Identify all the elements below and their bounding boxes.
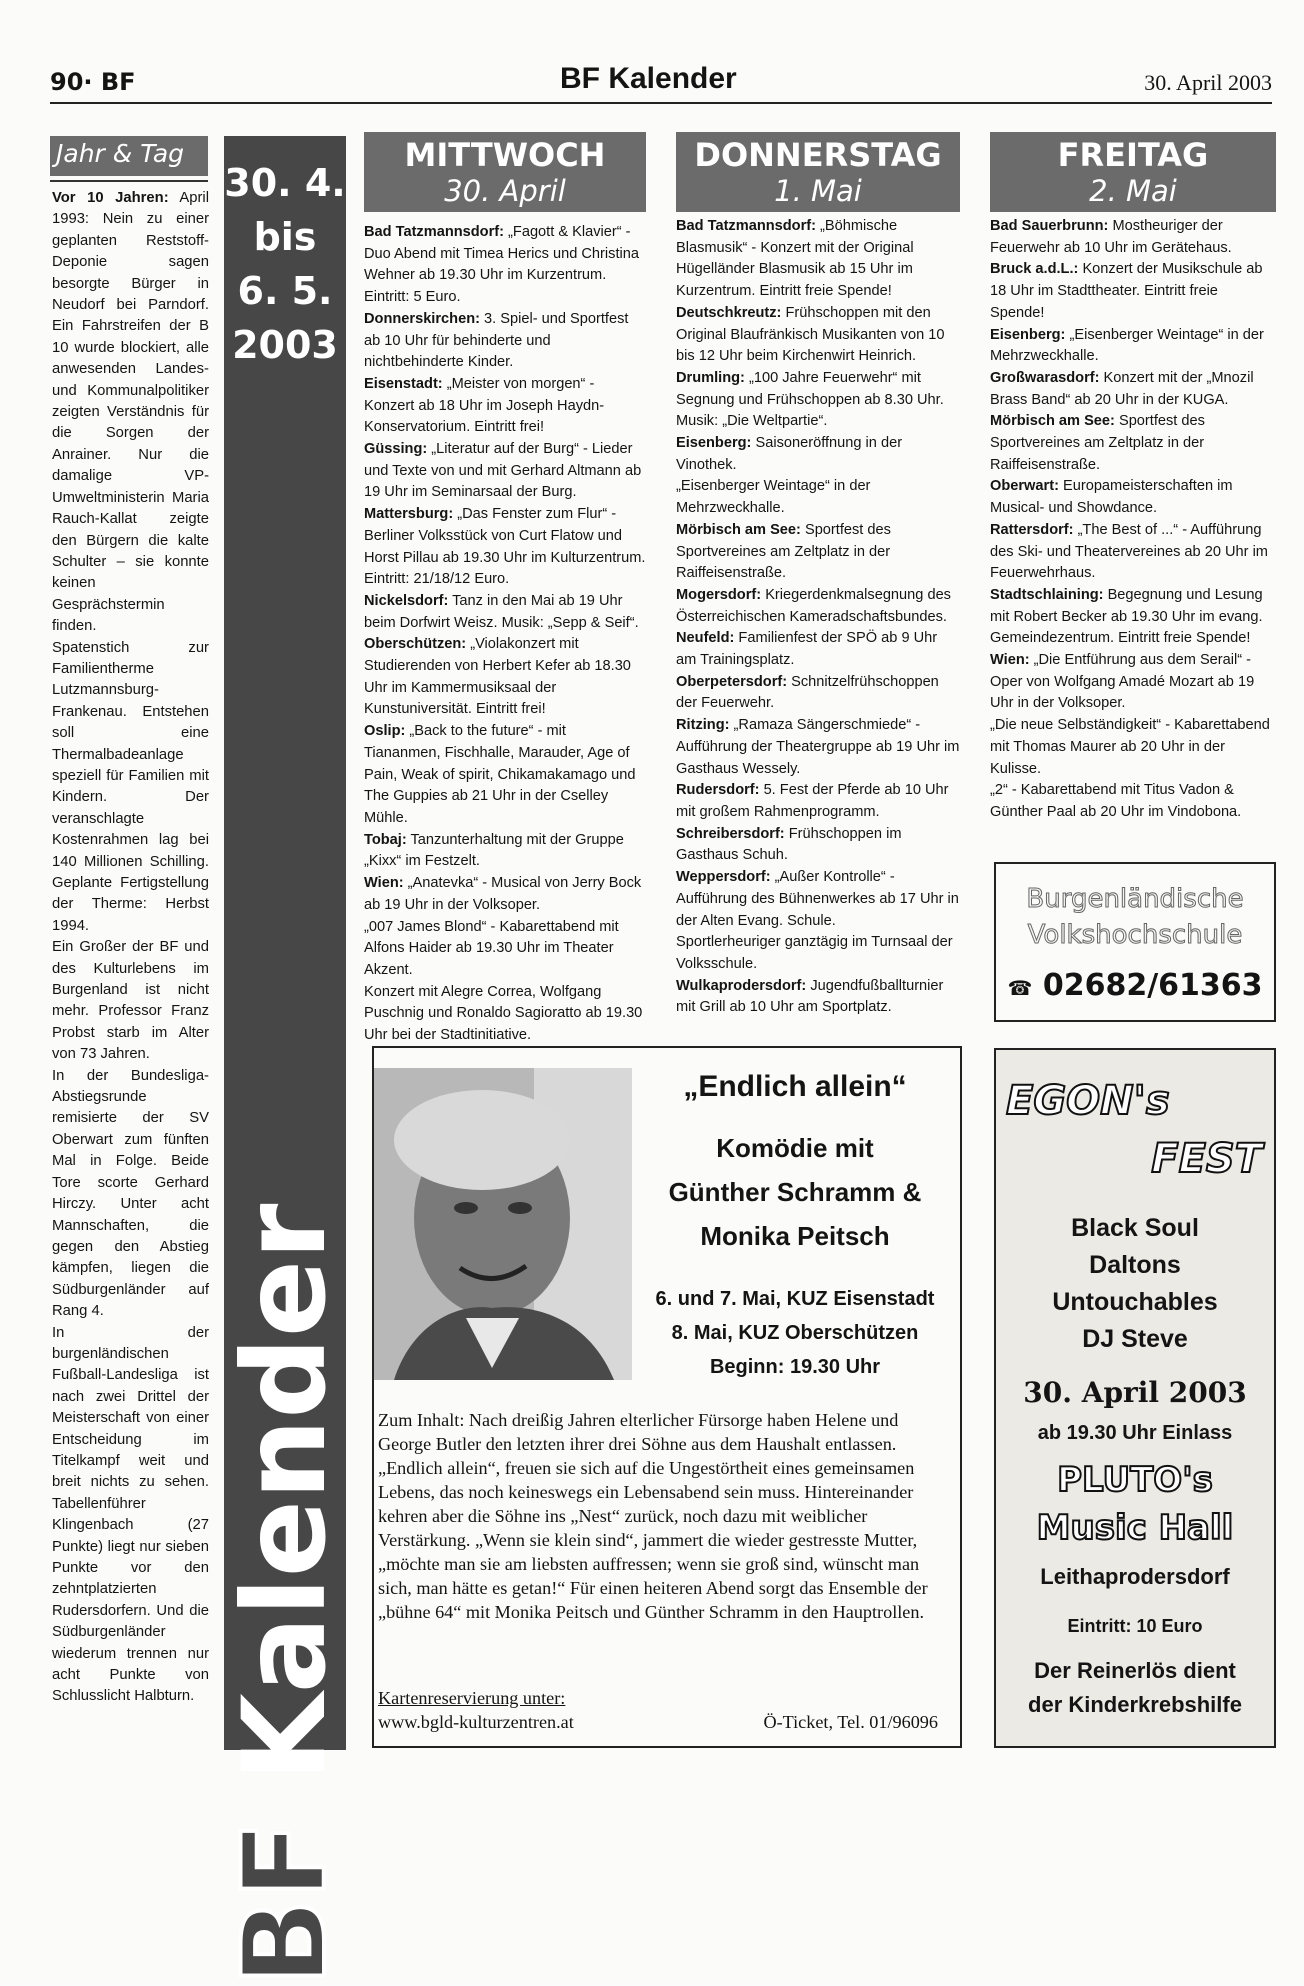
calendar-entry (990, 259, 1276, 324)
calendar-entry (676, 672, 960, 715)
entry-text: Frühschoppen mit den Original Blaufränkisch Musikanten von 10 bis 12 Uhr beim Kirchenwirt Heinrich. (676, 304, 945, 365)
page-header (50, 62, 1272, 104)
calendar-entry (990, 650, 1276, 715)
entry-place: Mattersburg: (364, 506, 454, 523)
entry-place: Wulkaprodersdorf: (676, 977, 807, 994)
band-date-line: 6. 5. (237, 269, 333, 313)
entry-place: Neufeld: (676, 630, 735, 647)
entry-text: „Fagott & Klavier“ - Duo Abend mit Timea Herics und Christina Wehner ab 19.30 Uhr im Kurzentrum. Eintritt: 5 Euro. (364, 224, 639, 306)
event-date: 30. April 2003 (1023, 1376, 1247, 1409)
calendar-entry (364, 634, 646, 721)
calendar-entry (676, 824, 960, 867)
calendar-entry (676, 368, 960, 433)
day-header (364, 132, 646, 212)
entry-text: „007 James Blond“ - Kabarettabend mit Alfons Haider ab 19.30 Uhr im Theater Akzent. (364, 918, 619, 978)
entry-place: Ritzing: (676, 717, 730, 734)
entry-text: Saisoneröffnung in der Vinothek. (676, 435, 903, 473)
volkshochschule-advertisement (994, 862, 1276, 1022)
day-header (990, 132, 1276, 212)
band-date-range (224, 156, 346, 372)
play-advertisement (372, 1046, 962, 1748)
jahr-tag-paragraph (52, 638, 209, 938)
calendar-entry (990, 411, 1276, 476)
egons-title: EGON's (1006, 1078, 1170, 1124)
calendar-entry (676, 780, 960, 823)
band-name: Daltons (1089, 1251, 1181, 1279)
issue-date: 30. April 2003 (1144, 70, 1272, 95)
entry-place: Mogersdorf: (676, 586, 762, 603)
entry-text: „The Best of ...“ - Aufführung des Ski- und Theatervereines ab 20 Uhr im Feuerwehrhaus. (990, 521, 1268, 582)
calendar-entry (990, 368, 1276, 411)
play-date-line: Beginn: 19.30 Uhr (709, 1356, 881, 1378)
entry-text: Jugendfußballturnier mit Grill ab 10 Uhr am Sportplatz. (676, 977, 944, 1016)
vhs-line: Volkshochschule (1027, 920, 1243, 950)
entry-text: „Außer Kontrolle“ - Aufführung des Bühnenwerkes ab 17 Uhr in der Alten Evang. Schule. (676, 869, 959, 929)
venue-place: Leithaprodersdorf (1040, 1564, 1230, 1589)
band-date-line: bis (253, 215, 317, 259)
paragraph-text: Spatenstich zur Familientherme Lutzmannsburg-Frankenau. Entstehen soll eine Thermalbadeanlage speziell für Familien mit Kindern. Der veranschlagte Kostenrahmen lag bei 140 Millionen Schilling. Geplante Fertigstellung der Therme: Herbst 1994. (52, 639, 209, 934)
entry-text: Begegnung und Lesung mit Robert Becker ab 19.30 Uhr im evang. Gemeindezentrum. Eintritt freie Spende! (990, 586, 1263, 647)
vhs-phone (996, 968, 1274, 1003)
entry-place: Oberpetersdorf: (676, 673, 788, 690)
calendar-entry (990, 325, 1276, 368)
entry-place: Donnerskirchen: (364, 310, 480, 327)
entry-place: Weppersdorf: (676, 869, 771, 886)
calendar-entry (676, 715, 960, 780)
calendar-entry (364, 721, 646, 830)
event-time: ab 19.30 Uhr Einlass (1037, 1422, 1233, 1444)
entry-text: „Violakonzert mit Studierenden von Herbert Kefer ab 18.30 Uhr im Kammermusiksaal der Kunstuniversität. Eintritt frei! (364, 636, 631, 718)
day-weekday: FREITAG (1057, 136, 1209, 174)
band-name: Untouchables (1052, 1288, 1218, 1316)
ticket-phone: Ö-Ticket, Tel. 01/96096 (763, 1712, 938, 1732)
entry-text: „Back to the future“ - mit Tiananmen, Fischhalle, Marauder, Age of Pain, Weak of spirit, Chikamakamago und The Guppies ab 21 Uhr in der Cselley Mühle. (364, 723, 636, 826)
calendar-entry (676, 520, 960, 585)
entry-text: „Ramaza Sängerschmiede“ - Aufführung der Theatergruppe ab 19 Uhr im Gasthaus Wessely. (676, 717, 960, 777)
entry-text: 3. Spiel- und Sportfest ab 10 Uhr für behinderte und nichtbehinderte Kinder. (364, 310, 629, 371)
calendar-entry (364, 873, 646, 916)
play-description: Zum Inhalt: Nach dreißig Jahren elterlicher Fürsorge haben Helene und George Butler den letzten ihrer drei Söhne aus dem Haushalt entlassen. „Endlich allein“, freuen sie sich auf die Ungestörtheit eines gemeinsamen Lebens, das noch keineswegs ein Lebensabend sein muss. Hintereinander kehren aber die Söhne ins „Nest“ zurück, noch dazu mit weiblicher Verstärkung. „Wenn sie klein sind“, jammert die wieder gestresste Mutter, „möchte man sie am liebsten auffressen; wenn sie groß sind, wünscht man sich, man hätte es getan!“ Für einen heiteren Abend sorgt das Ensemble der „bühne 64“ mit Monika Peitsch und Günther Schramm in den Hauptrollen. (378, 1410, 928, 1622)
calendar-entry (364, 504, 646, 591)
entry-text: Familienfest der SPÖ ab 9 Uhr am Trainingsplatz. (676, 630, 938, 669)
calendar-entry (364, 830, 646, 873)
entry-place: Wien: (990, 652, 1030, 669)
entry-text: Tanz in den Mai ab 19 Uhr beim Dorfwirt Weisz. Musik: „Sepp & Seif“. (364, 592, 639, 631)
entry-place: Bad Sauerbrunn: (990, 218, 1109, 234)
entry-place: Deutschkreutz: (676, 304, 782, 321)
entry-place: Wien: (364, 875, 404, 892)
entry-text: Europameisterschaften im Musical- und Showdance. (990, 478, 1233, 517)
calendar-entry (364, 309, 646, 374)
page-number: 90· BF (50, 68, 136, 96)
portrait-image (374, 1068, 632, 1380)
calendar-entry (676, 303, 960, 368)
entry-place: Oberschützen: (364, 636, 467, 653)
entry-text: Tanzunterhaltung mit der Gruppe „Kixx“ im Festzelt. (364, 831, 624, 870)
calendar-entry (364, 982, 646, 1047)
entry-place: Schreibersdorf: (676, 825, 785, 842)
entry-text: Konzert mit der „Mnozil Brass Band“ ab 20 Uhr in der KUGA. (990, 369, 1254, 408)
entry-text: „Böhmische Blasmusik“ - Konzert mit der Original Hügelländer Blasmusik ab 15 Uhr im Kurzentrum. Eintritt freie Spende! (676, 218, 914, 300)
entry-text: 5. Fest der Pferde ab 10 Uhr mit großem Rahmenprogramm. (676, 782, 949, 820)
paragraph-lead: Vor 10 Jahren: (52, 190, 169, 206)
entry-text: „Eisenberger Weintage“ in der Mehrzweckhalle. (676, 478, 871, 517)
day-date: 1. Mai (774, 174, 862, 208)
entry-text: Sportlerheuriger ganztägig im Turnsaal der Volksschule. (676, 934, 953, 972)
calendar-entry (676, 585, 960, 628)
play-date-line: 6. und 7. Mai, KUZ Eisenstadt (655, 1288, 935, 1310)
kalender-band (218, 136, 351, 1986)
day-column-mittwoch (364, 132, 646, 1047)
entry-place: Mörbisch am See: (990, 413, 1115, 430)
entry-place: Mörbisch am See: (676, 521, 801, 538)
fest-title: FEST (1151, 1136, 1262, 1182)
day-entries (364, 212, 646, 1047)
day-weekday: MITTWOCH (404, 136, 606, 174)
jahr-tag-paragraph (52, 937, 209, 1065)
entry-text: „Anatevka“ - Musical von Jerry Bock ab 19 Uhr in der Volksoper. (364, 875, 642, 913)
entry-text: Kriegerdenkmalsegnung des Österreichischen Kameradschaftsbundes. (676, 586, 951, 625)
calendar-entry (364, 591, 646, 634)
day-date: 2. Mai (1089, 174, 1177, 208)
phone-icon: ☎ (1007, 976, 1033, 1000)
reservation-label: Kartenreservierung unter: (378, 1688, 566, 1708)
entry-text: Sportfest des Sportvereines am Zeltplatz in der Raiffeisenstraße. (676, 521, 891, 582)
day-date: 30. April (444, 174, 566, 208)
entry-text: Mostheuriger der Feuerwehr ab 10 Uhr im Gerätehaus. (990, 218, 1232, 256)
entry-place: Nickelsdorf: (364, 592, 449, 609)
entry-place: Güssing: (364, 441, 428, 458)
band-name: Black Soul (1071, 1214, 1199, 1242)
calendar-entry (990, 715, 1276, 780)
entry-place: Großwarasdorf: (990, 369, 1100, 386)
calendar-entry (676, 867, 960, 932)
jahr-tag-paragraph (52, 188, 209, 638)
calendar-entry (676, 932, 960, 975)
entry-place: Rudersdorf: (676, 782, 760, 799)
page-title: BF Kalender (560, 62, 737, 95)
entry-place: Stadtschlaining: (990, 586, 1104, 603)
paragraph-text: Ein Großer der BF und des Kulturlebens im Burgenland ist nicht mehr. Professor Franz Probst starb im Alter von 73 Jahren. (52, 939, 209, 1063)
calendar-entry (990, 585, 1276, 650)
calendar-entry (990, 780, 1276, 823)
jahr-tag-body (52, 188, 209, 1708)
day-header (676, 132, 960, 212)
day-column-freitag (990, 132, 1276, 824)
entry-text: „Das Fenster zum Flur“ - Berliner Volksstück von Curt Flatow und Horst Pillau ab 19.30 Uhr im Kulturzentrum. Eintritt: 21/18/12 Euro. (364, 506, 646, 588)
band-list (996, 1210, 1274, 1358)
paragraph-text: In der Bundesliga-Abstiegsrunde remisierte der SV Oberwart zum fünften Mal in Folge. Beide Tore scorte Gerhard Hirczy. Unter acht Mannschaften, die gegen den Abstieg kämpfen, liegen die Südburgenländer auf Rang 4. (52, 1067, 209, 1320)
entry-text: Konzert der Musikschule ab 18 Uhr im Stadttheater. Eintritt freie Spende! (990, 261, 1263, 321)
entry-text: „2“ - Kabarettabend mit Titus Vadon & Günther Paal ab 20 Uhr im Vindobona. (990, 782, 1242, 820)
benefit-line: der Kinderkrebshilfe (1028, 1692, 1242, 1717)
entry-place: Eisenstadt: (364, 375, 443, 392)
band-name: DJ Steve (1082, 1325, 1188, 1353)
entry-text: „Meister von morgen“ - Konzert ab 18 Uhr im Joseph Haydn-Konservatorium. Eintritt frei! (364, 375, 605, 436)
entry-place: Rattersdorf: (990, 521, 1074, 538)
actor-photo (374, 1068, 632, 1380)
vhs-line: Burgenländische (1026, 884, 1244, 914)
calendar-entry (676, 628, 960, 671)
website-link[interactable]: www.bgld-kulturzentren.at (378, 1712, 574, 1732)
play-subtitle-line: Komödie mit (716, 1133, 874, 1163)
entry-text: „100 Jahre Feuerwehr“ mit Segnung und Frühschoppen ab 8.30 Uhr. Musik: „Die Weltpartie“. (676, 369, 944, 430)
band-word: Kalender (218, 1203, 351, 1782)
entry-place: Oberwart: (990, 478, 1059, 495)
benefit-note (996, 1654, 1274, 1722)
day-weekday: DONNERSTAG (694, 136, 942, 174)
divider (50, 180, 208, 182)
egons-fest-advertisement (994, 1048, 1276, 1748)
calendar-entry (676, 976, 960, 1019)
play-subtitle (636, 1126, 954, 1258)
play-dates (636, 1282, 954, 1384)
entry-place: Eisenberg: (676, 435, 752, 452)
jahr-tag-paragraph (52, 1323, 209, 1708)
paragraph-text: In der burgenländischen Fußball-Landesliga ist nach zwei Drittel der Meisterschaft von einer Entscheidung im Titelkampf weit und breit nichts zu sehen. Tabellenführer Klingenbach (27 Punkte) liegt nur sieben Punkte vor den zehntplatzierten Rudersdorfern. Und die Südburgenländer wiederum trennen nur acht Punkte von Schlusslicht Halbturn. (52, 1324, 209, 1705)
calendar-entry (990, 520, 1276, 585)
entry-place: Tobaj: (364, 831, 407, 848)
venue-name: Music Hall (1036, 1508, 1234, 1548)
entry-fee: Eintritt: 10 Euro (1067, 1616, 1203, 1636)
calendar-entry (990, 216, 1276, 259)
play-reservation (378, 1686, 952, 1734)
entry-place: Eisenberg: (990, 326, 1066, 343)
calendar-entry (364, 917, 646, 982)
calendar-entry (364, 222, 646, 309)
entry-text: Sportfest des Sportvereines am Zeltplatz in der Raiffeisenstraße. (990, 413, 1205, 473)
calendar-entry (676, 433, 960, 476)
entry-place: Oslip: (364, 723, 406, 740)
band-date-line: 30. 4. (224, 161, 346, 205)
entry-place: Bad Tatzmannsdorf: (364, 224, 504, 240)
day-column-donnerstag (676, 132, 960, 1019)
entry-place: Drumling: (676, 369, 745, 386)
calendar-entry (676, 216, 960, 303)
play-date-line: 8. Mai, KUZ Oberschützen (671, 1322, 919, 1344)
benefit-line: Der Reinerlös dient (1034, 1658, 1236, 1683)
phone-number: 02682/61363 (1042, 968, 1263, 1003)
band-bf-logo: BF (218, 1821, 351, 1986)
venue-name: PLUTO's (1057, 1460, 1213, 1500)
play-title: „Endlich allein“ (683, 1070, 907, 1103)
entry-place: Bad Tatzmannsdorf: (676, 218, 816, 234)
day-entries (990, 212, 1276, 824)
entry-text: „Literatur auf der Burg“ - Lieder und Texte von und mit Gerhard Altmann ab 19 Uhr im Seminarsaal der Burg. (364, 441, 642, 501)
calendar-entry (364, 374, 646, 439)
entry-text: „Die neue Selbständigkeit“ - Kabarettabend mit Thomas Maurer ab 20 Uhr in der Kulisse. (990, 717, 1270, 777)
calendar-entry (676, 476, 960, 519)
paragraph-text: April 1993: Nein zu einer geplanten Reststoff-Deponie sagen besorgte Bürger in Neudorf bei Parndorf. Ein Fahrstreifen der B 10 wurde blockiert, alle anwesenden Landes- und Kommunalpolitiker zeigten Verständnis für die Sorgen der Anrainer. Nur die damalige VP-Umweltministerin Maria Rauch-Kallat zeigte den Bürgern die kalte Schulter – sie konnte keinen Gesprächstermin finden. (52, 190, 209, 635)
entry-text: Schnitzelfrühschoppen der Feuerwehr. (676, 673, 939, 712)
entry-text: „Die Entführung aus dem Serail“ - Oper von Wolfgang Amadé Mozart ab 19 Uhr in der Volksoper. (990, 652, 1255, 712)
calendar-entry (990, 476, 1276, 519)
calendar-entry (364, 439, 646, 504)
entry-text: Konzert mit Alegre Correa, Wolfgang Puschnig und Ronaldo Sagioratto ab 19.30 Uhr bei der Stadtinitiative. (364, 983, 643, 1044)
jahr-tag-paragraph (52, 1066, 209, 1323)
entry-text: Frühschoppen im Gasthaus Schuh. (676, 825, 902, 864)
entry-text: „Eisenberger Weintage“ in der Mehrzweckhalle. (990, 326, 1264, 365)
day-entries (676, 212, 960, 1019)
band-date-line: 2003 (232, 323, 338, 367)
play-subtitle-line: Günther Schramm & (668, 1177, 922, 1207)
band-vertical-title (218, 436, 351, 1986)
entry-place: Bruck a.d.L.: (990, 261, 1079, 278)
jahr-tag-heading: Jahr & Tag (50, 136, 208, 176)
play-subtitle-line: Monika Peitsch (700, 1221, 890, 1251)
